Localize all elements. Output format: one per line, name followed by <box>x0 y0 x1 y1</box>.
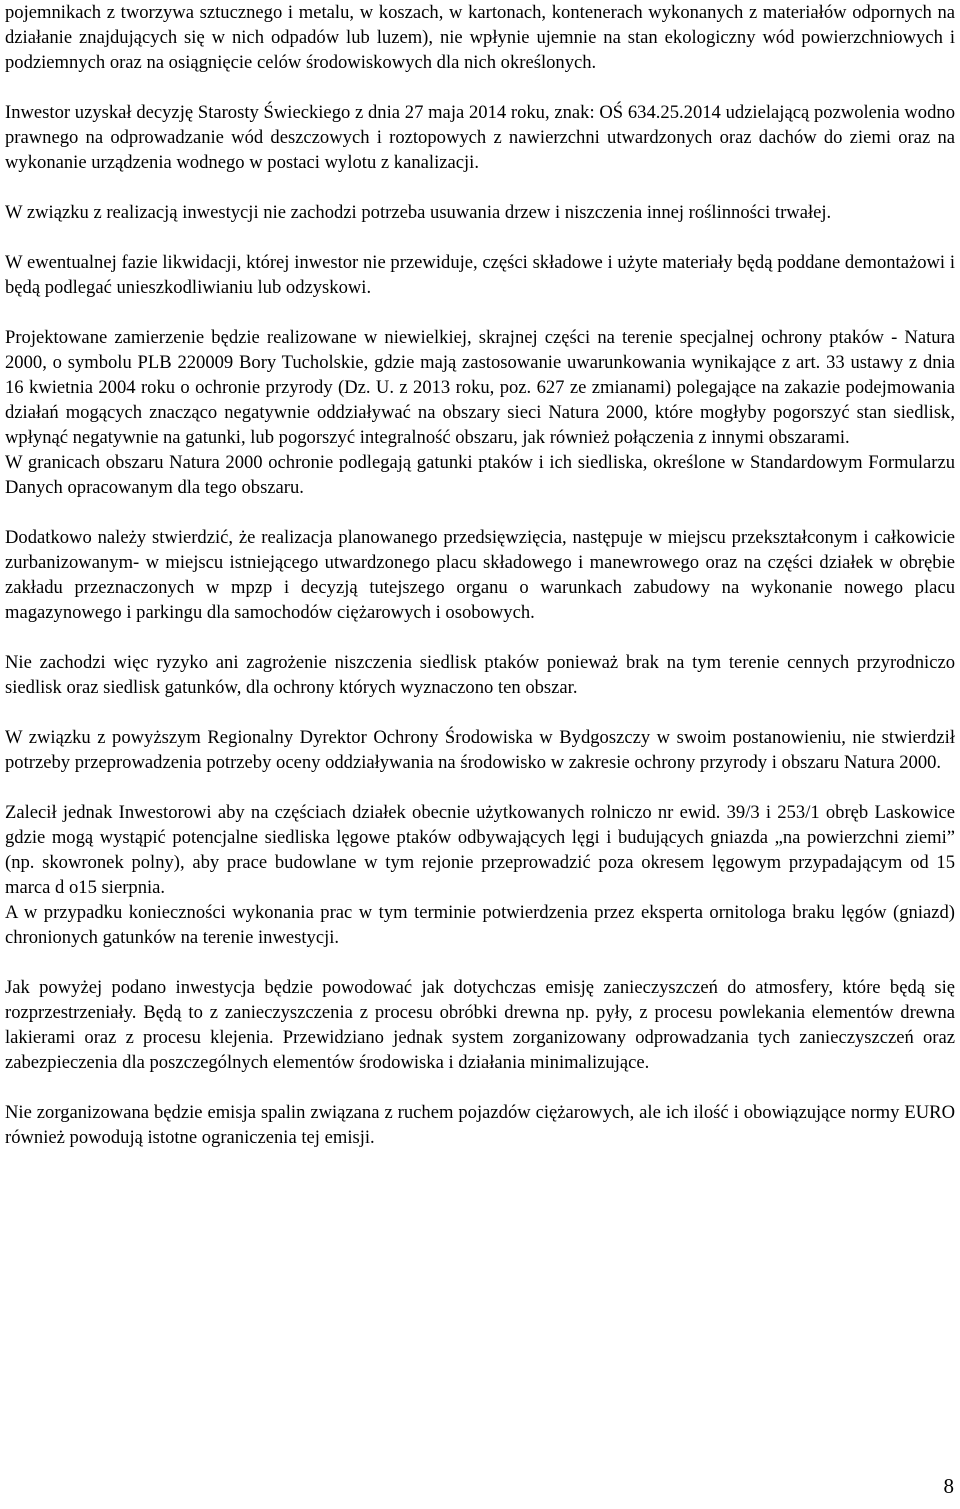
paragraph-nesting-recommendation: Zalecił jednak Inwestorowi aby na częściach działek obecnie użytkowanych rolniczo nr ewid. 39/3 i 253/1 obręb Laskowice gdzie mogą wystąpić potencjalne siedliska lęgowe ptaków odbywających lęgi i budujących gniazda „na powierzchni ziemi” (np. skowronek polny), aby prace budowlane w tym rejonie przeprowadzić poza okresem lęgowym przypadającym od 15 marca d o15 sierpnia. <box>5 802 955 898</box>
paragraph-air-emissions: Jak powyżej podano inwestycja będzie powodować jak dotychczas emisję zanieczyszczeń do atmosfery, które będą się rozprzestrzeniały. Będą to z zanieczyszczenia z procesu obróbki drewna np. pyły, z procesu powlekania elementów drewna lakierami oraz z procesu klejenia. Przewidziano jednak system zorganizowany odprowadzania tych zanieczyszczeń oraz zabezpieczenia dla poszczególnych elementów środowiska i działania minimalizujące. <box>5 977 955 1073</box>
paragraph-urbanized-area: Dodatkowo należy stwierdzić, że realizacja planowanego przedsięwzięcia, następuje w miejscu przekształconym i całkowicie zurbanizowanym- w miejscu istniejącego utwardzonego placu składowego i manewrowego oraz na części działek w obrębie zakładu przeznaczonych w mpzp i decyzją tutejszego organu o warunkach zabudowy na wykonanie nowego placu magazynowego i parkingu dla samochodów ciężarowych i osobowych. <box>5 527 955 623</box>
paragraph-no-risk: Nie zachodzi więc ryzyko ani zagrożenie niszczenia siedlisk ptaków ponieważ brak na tym terenie cennych przyrodniczo siedlisk oraz siedlisk gatunków, dla ochrony których wyznaczono ten obszar. <box>5 652 955 698</box>
document-page <box>5 0 955 1150</box>
paragraph-exhaust-emissions: Nie zorganizowana będzie emisja spalin związana z ruchem pojazdów ciężarowych, ale ich ilość i obowiązujące normy EURO również powodują istotne ograniczenia tej emisji. <box>5 1102 955 1148</box>
paragraph-natura-2000: Projektowane zamierzenie będzie realizowane w niewielkiej, skrajnej części na terenie specjalnej ochrony ptaków - Natura 2000, o symbolu PLB 220009 Bory Tucholskie, gdzie mają zastosowanie uwarunkowania wynikające z art. 33 ustawy z dnia 16 kwietnia 2004 roku o ochronie przyrody (Dz. U. z 2013 roku, poz. 627 ze zmianami) polegające na zakazie podejmowania działań mogących znacząco negatywnie oddziaływać na obszary sieci Natura 2000, które mogłyby pogorszyć stan siedlisk, wpłynąć negatywnie na gatunki, lub pogorszyć integralność obszaru, jak również połączenia z innymi obszarami. <box>5 327 955 448</box>
paragraph-trees: W związku z realizacją inwestycji nie zachodzi potrzeba usuwania drzew i niszczenia innej roślinności trwałej. <box>5 202 832 223</box>
paragraph-natura-species: W granicach obszaru Natura 2000 ochronie podlegają gatunki ptaków i ich siedliska, określone w Standardowym Formularzu Danych opracowanym dla tego obszaru. <box>5 452 955 498</box>
page-number: 8 <box>943 1474 954 1498</box>
paragraph-liquidation: W ewentualnej fazie likwidacji, której inwestor nie przewiduje, części składowe i użyte materiały będą poddane demontażowi i będą podlegać unieszkodliwianiu lub odzyskowi. <box>5 252 955 298</box>
paragraph-water-permit: Inwestor uzyskał decyzję Starosty Świeckiego z dnia 27 maja 2014 roku, znak: OŚ 634.25.2014 udzielającą pozwolenia wodno prawnego na odprowadzanie wód deszczowych i roztopowych z nawierzchni utwardzonych oraz dachów do ziemi oraz na wykonanie urządzenia wodnego w postaci wylotu z kanalizacji. <box>5 102 955 173</box>
paragraph-waste-storage: pojemnikach z tworzywa sztucznego i metalu, w koszach, w kartonach, kontenerach wykonanych z materiałów odpornych na działanie znajdujących się w nich odpadów lub luzem), nie wpłynie ujemnie na stan ekologiczny wód powierzchniowych i podziemnych oraz na osiągnięcie celów środowiskowych dla nich określonych. <box>5 2 955 73</box>
paragraph-ornithologist: A w przypadku konieczności wykonania prac w tym terminie potwierdzenia przez eksperta ornitologa braku lęgów (gniazd) chronionych gatunków na terenie inwestycji. <box>5 902 955 948</box>
paragraph-rdos-decision: W związku z powyższym Regionalny Dyrektor Ochrony Środowiska w Bydgoszczy w swoim postanowieniu, nie stwierdził potrzeby przeprowadzenia potrzeby oceny oddziaływania na środowisko w zakresie ochrony przyrody i obszaru Natura 2000. <box>5 727 955 773</box>
